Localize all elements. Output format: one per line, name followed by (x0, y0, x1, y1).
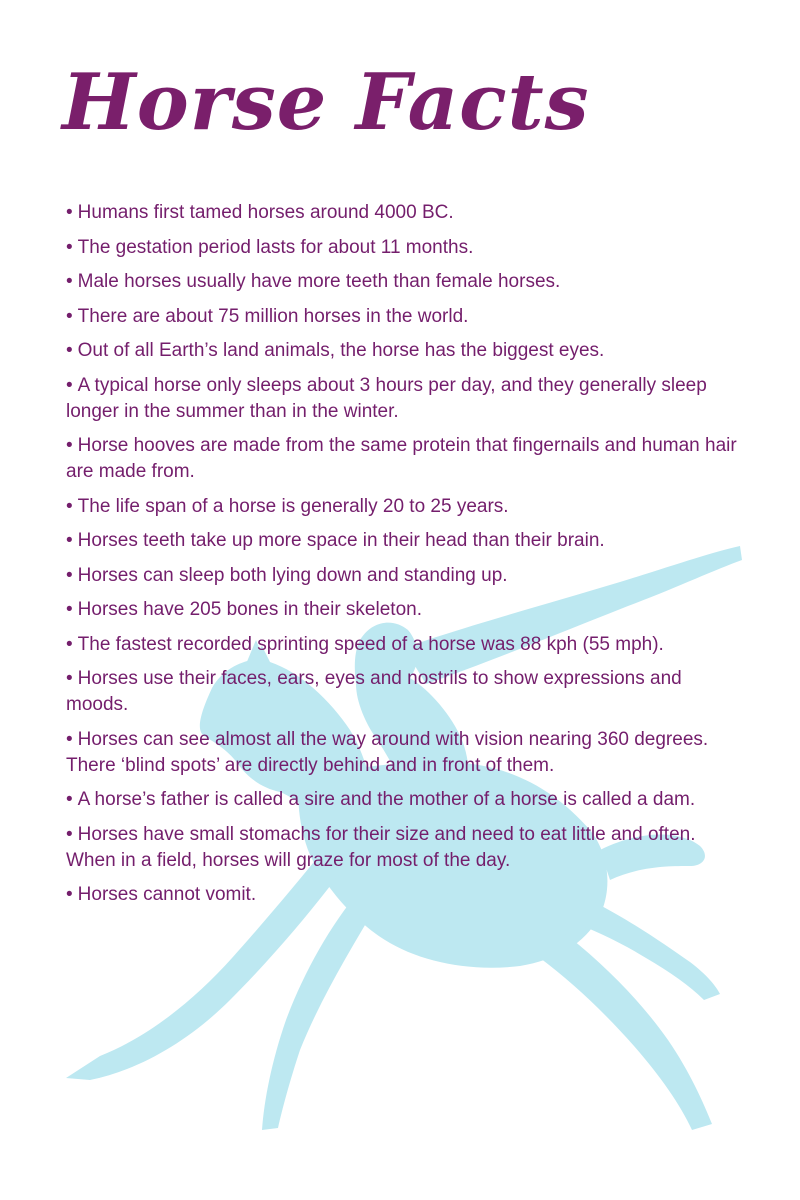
fact-text: The gestation period lasts for about 11 months. (77, 236, 474, 258)
fact-text: Male horses usually have more teeth than female horses. (77, 271, 561, 292)
bullet-icon: • (66, 599, 73, 620)
fact-text: The life span of a horse is generally 20 to 25 years. (77, 495, 509, 517)
fact-text: Horses use their faces, ears, eyes and nostrils to show expressions and moods. (66, 668, 682, 715)
fact-item (66, 200, 746, 226)
fact-text: Horse hooves are made from the same protein that fingernails and human hair are made from. (66, 435, 737, 482)
fact-text: The fastest recorded sprinting speed of a horse was 88 kph (55 mph). (77, 633, 664, 655)
fact-item (66, 373, 746, 425)
bullet-icon: • (66, 789, 73, 810)
bullet-icon: • (66, 305, 73, 327)
bullet-icon: • (66, 668, 73, 689)
fact-text: Horses can see almost all the way around with vision nearing 360 degrees. There ‘blind spots’ are directly behind and in front of them. (66, 728, 709, 776)
fact-text: A horse’s father is called a sire and the mother of a horse is called a dam. (77, 789, 696, 810)
fact-item (66, 235, 746, 261)
fact-item (66, 269, 746, 295)
fact-text: Out of all Earth’s land animals, the horse has the biggest eyes. (77, 340, 605, 361)
fact-item (66, 597, 746, 623)
fact-item (66, 727, 746, 779)
fact-text: A typical horse only sleeps about 3 hours per day, and they generally sleep longer in the summer than in the winter. (66, 374, 707, 422)
bullet-icon: • (66, 435, 73, 456)
fact-item (66, 882, 746, 908)
facts-list (66, 200, 746, 917)
bullet-icon: • (66, 202, 73, 223)
bullet-icon: • (66, 236, 73, 258)
fact-item (66, 338, 746, 364)
fact-text: Horses can sleep both lying down and standing up. (77, 564, 508, 586)
fact-item (66, 666, 746, 718)
bullet-icon: • (66, 374, 73, 396)
fact-text: Horses have 205 bones in their skeleton. (77, 599, 422, 620)
fact-text: Horses have small stomachs for their size and need to eat little and often. When in a field, horses will graze for most of the day. (66, 823, 696, 871)
bullet-icon: • (66, 633, 73, 655)
bullet-icon: • (66, 728, 73, 750)
fact-item (66, 822, 746, 874)
fact-item (66, 433, 746, 485)
fact-item (66, 528, 746, 554)
fact-text: Horses teeth take up more space in their head than their brain. (77, 530, 605, 551)
fact-item (66, 304, 746, 330)
fact-item (66, 632, 746, 658)
fact-text: Humans first tamed horses around 4000 BC. (77, 202, 454, 223)
bullet-icon: • (66, 823, 73, 845)
fact-text: There are about 75 million horses in the world. (77, 305, 469, 327)
fact-item (66, 494, 746, 520)
fact-item (66, 563, 746, 589)
bullet-icon: • (66, 884, 73, 905)
fact-item (66, 787, 746, 813)
bullet-icon: • (66, 271, 73, 292)
fact-text: Horses cannot vomit. (77, 884, 257, 905)
bullet-icon: • (66, 495, 73, 517)
bullet-icon: • (66, 340, 73, 361)
bullet-icon: • (66, 530, 73, 551)
bullet-icon: • (66, 564, 73, 586)
page-title: Horse Facts (62, 57, 590, 148)
